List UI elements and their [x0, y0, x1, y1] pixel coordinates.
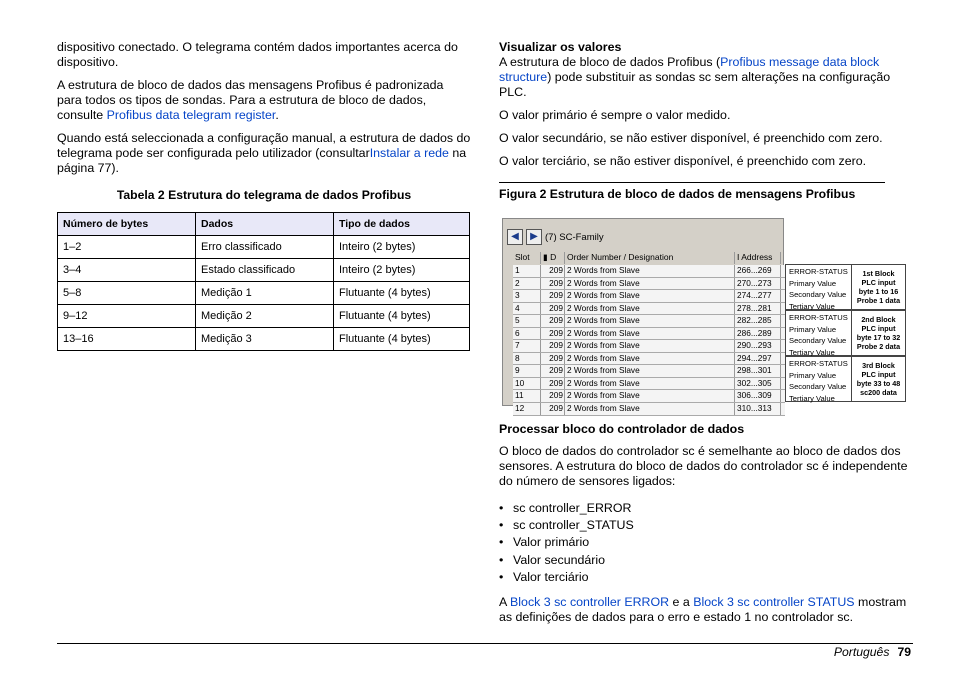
paragraph-text: e a: [669, 595, 694, 610]
slot-row: [513, 315, 785, 328]
slot-cell: 8: [513, 353, 541, 365]
slot-cell: 10: [513, 378, 541, 390]
link-block3-status[interactable]: Block 3 sc controller STATUS: [693, 595, 855, 610]
group-label: ERROR-STATUS: [789, 313, 848, 322]
slot-row: [513, 353, 785, 366]
table-cell: Erro classificado: [196, 236, 334, 259]
table-row: [58, 259, 470, 282]
slot-cell: 209: [541, 328, 565, 340]
slot-row: [513, 265, 785, 278]
table-header: Tipo de dados: [334, 213, 470, 236]
block-group-1: [785, 264, 906, 310]
paragraph: [57, 131, 471, 176]
slot-cell: 209: [541, 303, 565, 315]
slot-cell: 2: [513, 278, 541, 290]
table-row: [58, 305, 470, 328]
bullet-list: [499, 501, 913, 585]
table-cell: Flutuante (4 bytes): [334, 305, 470, 328]
table-cell: Inteiro (2 bytes): [334, 236, 470, 259]
slot-cell: 2 Words from Slave: [565, 290, 735, 302]
paragraph-text: ) pode substituir as sondas sc sem alterações na configuração PLC.: [499, 70, 891, 99]
slot-cell: 209: [541, 340, 565, 352]
block-box-line: Probe 1 data: [856, 296, 901, 305]
page-number: 79: [897, 645, 911, 659]
slot-cell: 209: [541, 353, 565, 365]
group-label: Primary Value: [789, 370, 837, 380]
slot-cell: 278...281: [735, 303, 781, 315]
slot-cell: 2 Words from Slave: [565, 315, 735, 327]
slot-row: [513, 365, 785, 378]
slot-cell: 286...289: [735, 328, 781, 340]
slot-row: [513, 278, 785, 291]
group-label: Secondary Value: [789, 382, 847, 391]
list-item: • Valor terciário: [513, 570, 913, 585]
paragraph-text: A estrutura de bloco de dados Profibus (: [499, 55, 721, 69]
group-label: Tertiary Value: [789, 347, 835, 357]
slot-cell: 2 Words from Slave: [565, 365, 735, 377]
slot-cell: 266...269: [735, 265, 781, 277]
slot-cell: 12: [513, 403, 541, 415]
slot-cell: 302...305: [735, 378, 781, 390]
list-item: • sc controller_STATUS: [513, 518, 913, 533]
section-heading: Processar bloco do controlador de dados: [499, 422, 745, 436]
column-header: Order Number / Designation: [565, 252, 735, 264]
table-row: [58, 328, 470, 351]
block-box-line: 2nd Block: [861, 315, 896, 324]
block-box-line: Probe 2 data: [856, 342, 901, 351]
block-group-2: [785, 310, 906, 356]
slot-cell: 209: [541, 265, 565, 277]
table-header: Número de bytes: [58, 213, 196, 236]
table-row: [58, 236, 470, 259]
table-cell: Medição 2: [196, 305, 334, 328]
block-box-line: byte 33 to 48: [856, 379, 901, 388]
block-box-line: PLC input: [861, 324, 896, 333]
table-cell: Inteiro (2 bytes): [334, 259, 470, 282]
footer-text: [834, 645, 911, 659]
group-label: Tertiary Value: [789, 393, 835, 403]
slot-cell: 209: [541, 315, 565, 327]
slot-cell: 282...285: [735, 315, 781, 327]
block-box-line: 1st Block: [862, 269, 895, 278]
right-column-lower: [499, 422, 913, 633]
slot-cell: 209: [541, 290, 565, 302]
paragraph: [499, 55, 913, 100]
column-header: [541, 252, 565, 264]
slot-cell: 1: [513, 265, 541, 277]
slot-cell: 274...277: [735, 290, 781, 302]
slot-cell: 2 Words from Slave: [565, 378, 735, 390]
slot-cell: 310...313: [735, 403, 781, 415]
paragraph: [499, 595, 913, 625]
slot-cell: 11: [513, 390, 541, 402]
slot-cell: 209: [541, 403, 565, 415]
figure-caption: Figura 2 Estrutura de bloco de dados de mensagens Profibus: [499, 182, 885, 201]
link-profibus-data-telegram-register[interactable]: Profibus data telegram register: [106, 108, 276, 122]
slot-cell: 9: [513, 365, 541, 377]
arrow-left-icon: ◀: [507, 229, 523, 245]
slot-cell: 209: [541, 278, 565, 290]
table-cell: Estado classificado: [196, 259, 334, 282]
slot-row: [513, 328, 785, 341]
slot-rows: [513, 265, 785, 416]
profibus-telegram-table: [57, 212, 470, 351]
table-cell: 13–16: [58, 328, 196, 351]
paragraph-text: .: [275, 108, 279, 122]
paragraph-text: dispositivo conectado. O telegrama contém dados importantes acerca do dispositivo.: [57, 40, 458, 69]
slot-cell: 5: [513, 315, 541, 327]
table-caption: Tabela 2 Estrutura do telegrama de dados Profibus: [116, 188, 412, 202]
table-cell: Flutuante (4 bytes): [334, 282, 470, 305]
screenshot-header: [513, 252, 783, 264]
group-label: Primary Value: [789, 278, 837, 288]
block-box-line: 3rd Block: [862, 361, 895, 370]
paragraph-text: na página 77).: [57, 146, 467, 175]
footer-language: Português: [833, 645, 890, 659]
link-instalar-a-rede[interactable]: Instalar a rede: [369, 146, 449, 160]
link-block3-error[interactable]: Block 3 sc controller ERROR: [510, 595, 670, 610]
screenshot-toolbar: [507, 227, 604, 247]
table-cell: Medição 1: [196, 282, 334, 305]
slot-row: [513, 340, 785, 353]
list-item: • Valor secundário: [513, 553, 913, 568]
slot-row: [513, 403, 785, 416]
paragraph: [57, 40, 471, 70]
paragraph-text: A estrutura de bloco de dados das mensagens Profibus é padronizada para todos os tipos de sondas. Para a estrutura de bloco de dados, consulte: [57, 78, 444, 122]
group-label: Primary Value: [789, 324, 837, 334]
slot-cell: 306...309: [735, 390, 781, 402]
slot-cell: 6: [513, 328, 541, 340]
block-box-line: PLC input: [861, 278, 896, 287]
arrow-right-icon: ▶: [526, 229, 542, 245]
link-profibus-message-data-block-structure[interactable]: Profibus message data block structure: [499, 55, 880, 84]
column-header: Slot: [513, 252, 541, 264]
slot-cell: 294...297: [735, 353, 781, 365]
group-label: ERROR-STATUS: [789, 359, 848, 368]
group-label: Secondary Value: [789, 290, 847, 299]
slot-row: [513, 290, 785, 303]
profibus-block-figure: [502, 218, 906, 414]
paragraph-text: mostram as definições de dados para o erro e estado 1 no controlador sc.: [499, 595, 907, 625]
slot-cell: 2 Words from Slave: [565, 278, 735, 290]
table-cell: 9–12: [58, 305, 196, 328]
slot-cell: 209: [541, 365, 565, 377]
block-box: [851, 311, 905, 355]
group-label: ERROR-STATUS: [789, 267, 848, 276]
block-box: [851, 265, 905, 309]
slot-cell: 2 Words from Slave: [565, 303, 735, 315]
table-cell: Medição 3: [196, 328, 334, 351]
paragraph: O bloco de dados do controlador sc é semelhante ao bloco de dados dos sensores. A estrutura do bloco de dados do controlador sc é independente do número de sensores ligados:: [499, 444, 908, 488]
slot-cell: 290...293: [735, 340, 781, 352]
slot-row: [513, 378, 785, 391]
slot-cell: 2 Words from Slave: [565, 265, 735, 277]
table-cell: 1–2: [58, 236, 196, 259]
paragraph: O valor secundário, se não estiver disponível, é preenchido com zero.: [499, 131, 883, 145]
slot-cell: 2 Words from Slave: [565, 340, 735, 352]
group-label: Tertiary Value: [789, 301, 835, 311]
left-column: [57, 40, 471, 351]
block-group-3: [785, 356, 906, 402]
table-cell: Flutuante (4 bytes): [334, 328, 470, 351]
block-box-line: byte 1 to 16: [858, 287, 899, 296]
table-row: [58, 282, 470, 305]
column-header-text: D: [550, 252, 557, 262]
block-box-line: byte 17 to 32: [856, 333, 901, 342]
slot-cell: 2 Words from Slave: [565, 403, 735, 415]
column-header: I Address: [735, 252, 781, 264]
slot-cell: 2 Words from Slave: [565, 328, 735, 340]
slot-row: [513, 303, 785, 316]
module-icon: ▮: [543, 252, 548, 262]
list-item: • Valor primário: [513, 535, 913, 550]
config-screenshot: [502, 218, 784, 414]
slot-cell: 4: [513, 303, 541, 315]
table-cell: 3–4: [58, 259, 196, 282]
page-footer: [57, 643, 913, 659]
table-cell: 5–8: [58, 282, 196, 305]
list-item: • sc controller_ERROR: [513, 501, 913, 516]
paragraph: [57, 78, 471, 123]
right-column: [499, 40, 913, 177]
slot-cell: 2 Words from Slave: [565, 390, 735, 402]
paragraph-text: Quando está seleccionada a configuração manual, a estrutura de dados do telegrama pode ser configurada pelo utilizador (consultar: [57, 131, 471, 160]
slot-cell: 209: [541, 378, 565, 390]
block-box-line: sc200 data: [860, 388, 897, 397]
group-label: Secondary Value: [789, 336, 847, 345]
block-box: [851, 357, 905, 401]
block-box-line: PLC input: [861, 370, 896, 379]
slot-cell: 298...301: [735, 365, 781, 377]
paragraph: O valor primário é sempre o valor medido.: [499, 108, 731, 122]
slot-cell: 2 Words from Slave: [565, 353, 735, 365]
section-heading: Visualizar os valores: [499, 40, 622, 54]
toolbar-title: (7) SC-Family: [545, 231, 604, 243]
slot-cell: 7: [513, 340, 541, 352]
slot-cell: 270...273: [735, 278, 781, 290]
slot-row: [513, 390, 785, 403]
paragraph: O valor terciário, se não estiver disponível, é preenchido com zero.: [499, 154, 867, 168]
table-header-row: [58, 213, 470, 236]
paragraph-text: A: [499, 595, 511, 610]
table-header: Dados: [196, 213, 334, 236]
slot-cell: 209: [541, 390, 565, 402]
slot-cell: 3: [513, 290, 541, 302]
